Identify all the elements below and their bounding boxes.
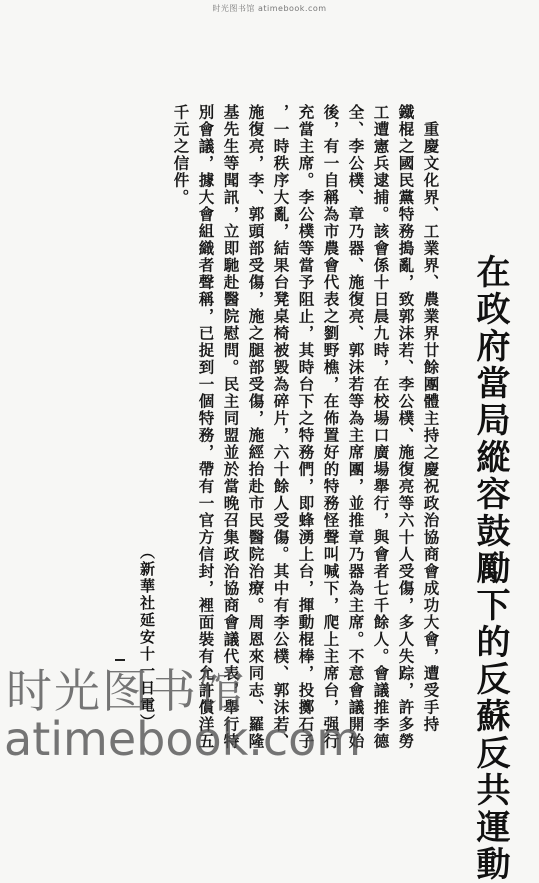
body-line-7: ，一時秩序大亂，結果台凳桌椅被毀為碎片，六十餘人受傷。其中有李公樸、郭沫若、	[271, 104, 291, 750]
body-line-1: 重慶文化界、工業界、農業界廿餘團體主持之慶祝政治協商會成功大會，遭受手持	[421, 104, 441, 733]
watermark-url: atimebook.com	[4, 712, 362, 766]
body-line-11: 千元之信件。	[171, 104, 191, 206]
body-line-3: 工遭憲兵逮捕。該會係十日晨九時，在校場口廣場舉行，與會者七千餘人。會議推李德	[371, 104, 391, 750]
dateline: （新華社延安十一日電）	[138, 544, 156, 731]
body-line-2: 鐵棍之國民黨特務搗亂，致郭沫若、李公樸、施復亮等六十人受傷，多人失踪，許多勞	[396, 104, 416, 750]
body-line-5: 後，有一自稱為市農會代表之劉野樵，在佈置好的特務怪聲叫喊下，爬上主席台，强行	[321, 104, 341, 750]
article-title: 在政府當局縱容鼓勵下的反蘇反共運動	[470, 254, 510, 883]
body-line-4: 全、李公樸、章乃器、施復亮、郭沫若等為主席團，並推章乃器為主席。不意會議開始	[346, 104, 366, 750]
body-line-6: 充當主席。李公樸等當予阻止，其時台下之特務們，即蜂湧上台，揮動棍棒，投擲石子	[296, 104, 316, 750]
body-line-10: 別會議，據大會組織者聲稱，已捉到一個特務，帶有一官方信封，裡面裝有允許償洋五	[196, 104, 216, 750]
body-line-8: 施復亮，李、郭頭部受傷，施之腿部受傷，施經抬赴市民醫院治療。周恩來同志、羅隆	[246, 104, 266, 750]
body-line-9: 基先生等聞訊，立即馳赴醫院慰問。民主同盟並於當晚召集政治協商會議代表，舉行特	[221, 104, 241, 750]
site-header: 时光图书馆 atimebook.com	[212, 4, 327, 13]
watermark-title: 时光图书馆	[6, 664, 246, 718]
